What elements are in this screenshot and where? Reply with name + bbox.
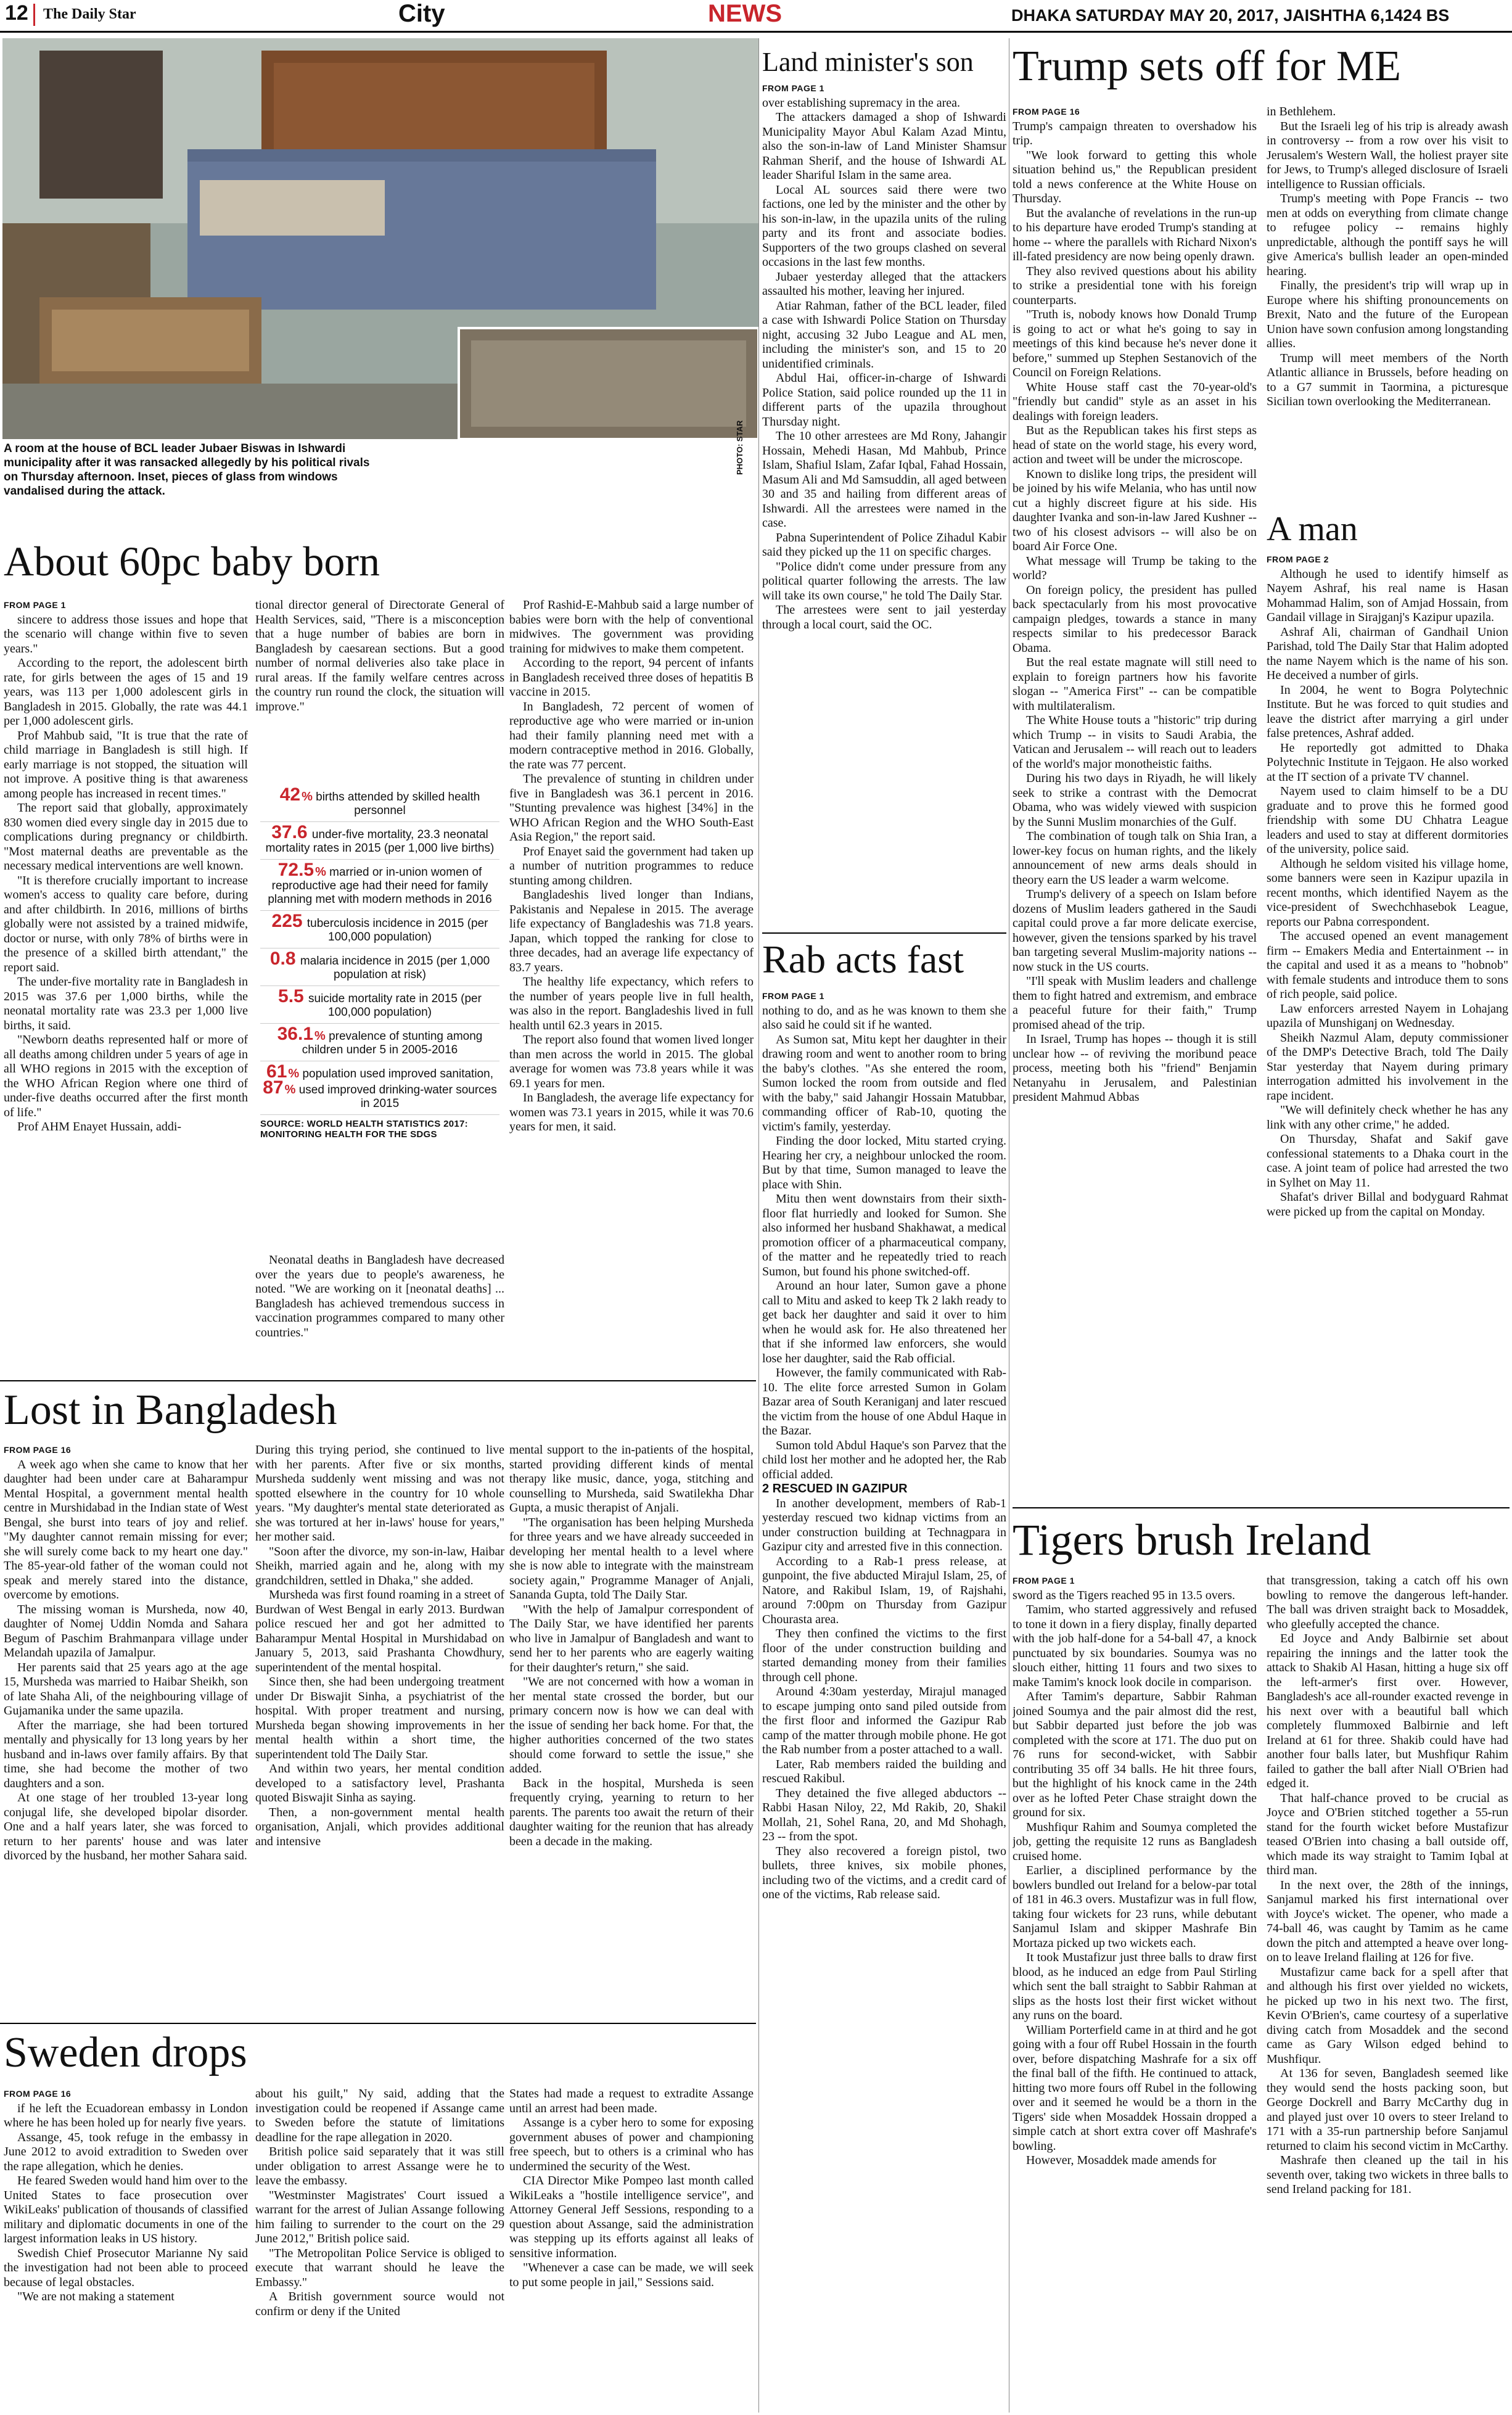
paragraph: However, Mosaddek made amends for	[1026, 2154, 1217, 2167]
paragraph: Sumon told Abdul Haque's son Parvez that the child lost her mother and he adopted her, the Rab official added.	[762, 1438, 1006, 1481]
paragraph: But the Israeli leg of his trip is already awash in controversy -- from a row over his visit to Jerusalem's Western Wall, the holiest prayer site for Jews, to Trump's alleged disclosure of Israeli intelligence to Russian officials.	[1267, 119, 1508, 191]
paragraph: Her parents said that 25 years ago at the age 15, Mursheda was married to Haibar Sheikh, son of late Shaha Ali, of the neighbouring village of Gujamanika under the same upazila.	[4, 1660, 248, 1718]
lost-col-1	[4, 1443, 248, 2047]
sweden-col-2	[255, 2087, 504, 2413]
paragraph: sword as the Tigers reached 95 in 13.5 overs.	[1013, 1588, 1236, 1602]
paragraph: Ashraf Ali, chairman of Gandhail Union Parishad, told The Daily Star that Halim adopted the name Nayem which is the name of his son. He deceived a number of girls.	[1267, 625, 1508, 682]
paragraph: In another development, members of Rab-1 yesterday rescued two kidnap victims from an under construction building at Technagpara in Gazipur city and arrested five in this connection.	[762, 1496, 1006, 1553]
trump-from: FROM PAGE 16	[1013, 107, 1080, 117]
paragraph: They also recovered a foreign pistol, two bullets, three knives, six mobile phones, including two of the victims, and a credit card of one of the victims, Rab release said.	[762, 1844, 1006, 1901]
paragraph: Although he used to identify himself as Nayem Ashraf, his real name is Hasan Mohammad Halim, son of Amjad Hossain, from Gandail village in Sirajganj's Kazipur upazila.	[1267, 567, 1508, 624]
stat-item: 5.5 suicide mortality rate in 2015 (per 100,000 population)	[260, 986, 499, 1024]
paragraph: "Truth is, nobody knows how Donald Trump is going to act or what he's going to say in meetings of this kind because he's never done it before," summed up Stephen Sestanovich of the Council on Foreign Relations.	[1013, 308, 1257, 379]
paragraph: "Whenever a case can be made, we will seek to put some people in jail," Sessions said.	[509, 2261, 754, 2289]
lost-col-2	[255, 1443, 504, 2047]
paragraph: Mustafizur came back for a spell after that and although his first over yielded no wickets, he picked up two in his next two. The first, Kevin O'Brien's, came courtesy of a superlative diving catch from Mosaddek and the second came as Gary Wilson edged behind to Mushfiqur.	[1267, 1965, 1508, 2066]
paragraph: Later, Rab members raided the building and rescued Rakibul.	[762, 1757, 1006, 1785]
sweden-col-1	[4, 2087, 248, 2413]
masthead	[0, 0, 1512, 32]
paragraph: And within two years, her mental condition developed to a satisfactory level, Prashanta quoted Biswajit Sinha as saying.	[255, 1762, 504, 1804]
paragraph: "The Metropolitan Police Service is obliged to execute that warrant should he leave the Embassy."	[255, 2246, 504, 2289]
paragraph: Sheikh Nazmul Alam, deputy commissioner of the DMP's Detective Brach, told The Daily Star yesterday that Nayem during primary interrogation admitted his involvement in the rape incident.	[1267, 1031, 1508, 1103]
paragraph: Around 4:30am yesterday, Mirajul managed to escape jumping onto sand piled outside from the first floor and informed the Gazipur Rab camp of the matter through mobile phone. He got the Rab number from a poster attached to a wall.	[762, 1685, 1006, 1756]
paragraph: Trump will meet members of the North Atlantic alliance in Brussels, before heading on to a G7 summit in Taormina, a picturesque Sicilian town overlooking the Mediterranean.	[1267, 351, 1508, 408]
rab-col	[762, 989, 1006, 2413]
divider	[1013, 1507, 1510, 1508]
headline-sweden-drops: Sweden drops	[4, 2029, 247, 2076]
paragraph: Mashrafe then cleaned up the tail in his seventh over, taking two wickets in three balls to send Ireland packing for 181.	[1267, 2154, 1508, 2196]
paragraph: But the avalanche of revelations in the run-up to his departure have eroded Trump's standing at home -- where the parallels with Richard Nixon's ill-fated presidency are now being openly drawn.	[1013, 206, 1257, 263]
paragraph: Trump's campaign threaten to overshadow his trip.	[1013, 119, 1257, 147]
paragraph: The prevalence of stunting in children under five in Bangladesh was 36.1 percent in 2016. "Stunting prevalence was highest [34%] in the WHO African Region and the WHO South-East Asia Region," the report said.	[509, 772, 754, 844]
stat-item: 37.6 under-five mortality, 23.3 neonatal mortality rates in 2015 (per 1,000 live births)	[260, 822, 499, 860]
section-city: City	[398, 0, 445, 27]
paragraph: The missing woman is Mursheda, now 40, daughter of Nomej Uddin Nomda and Sahara Begum of Paschim Brahmanpara village under Melandah upazila of Jamalpur.	[4, 1602, 248, 1660]
paragraph: After Tamim's departure, Sabbir Rahman joined Soumya and the pair almost did the rest, but Sabbir departed just before the job was completed with the score at 171. The duo put on 76 runs for second-wicket, with Sabbir contributing 35 off 34 balls. He hit three fours, but the highlight of his knock came in the 24th over as he lofted Peter Chase straight down the ground for six.	[1013, 1690, 1257, 1819]
paragraph: Prof Mahbub said, "It is true that the rate of child marriage in Bangladesh is still high. If early marriage is not stopped, the situation will not improve. A positive thing is that awareness among people has increased in recent times."	[4, 728, 248, 800]
paragraph: The report also found that women lived longer than men across the world in 2015. The global average for women was 73.8 years while it was 69.1 years for men.	[509, 1033, 754, 1090]
photo-credit: PHOTO: STAR	[735, 420, 744, 475]
paragraph: But as the Republican takes his first steps as head of state on the world stage, his every word, action and tweet will be under the microscope.	[1013, 424, 1257, 466]
paragraph: Known to dislike long trips, the president will be joined by his wife Melania, who has until now cut a highly discreet figure at his side. His daughter Ivanka and son-in-law Jared Kushner -- two of his closest advisors -- will also be on board Air Force One.	[1013, 467, 1257, 553]
paragraph: The White House touts a "historic" trip during which Trump -- in visits to Saudi Arabia, the Vatican and Jerusalem -- will reach out to leaders of the world's major monotheistic faiths.	[1013, 714, 1257, 771]
paragraph: However, the family communicated with Rab-10. The elite force arrested Sumon in Golam Bazar area of South Keraniganj and later rescued the victim from the house of one Abdul Haque in the Bazar.	[762, 1366, 1006, 1438]
paragraph: Back in the hospital, Mursheda is seen frequently crying, yearning to return to her parents. The parents too await the return of their daughter waiting for the reunion that has already been a decade in the making.	[509, 1776, 754, 1848]
divider	[762, 932, 1006, 934]
paragraph: The report said that globally, approximately 830 women died every single day in 2015 due to complications during pregnancy or childbirth. "Most maternal deaths are preventable as the necessary medical interventions are well known.	[4, 801, 248, 873]
headline-rab-acts-fast: Rab acts fast	[762, 937, 964, 981]
divider	[0, 2023, 756, 2024]
column-rule	[758, 38, 759, 2413]
stat-item: 36.1 % prevalence of stunting among children under 5 in 2005-2016	[260, 1024, 499, 1061]
paragraph: that transgression, taking a catch off his own bowling to remove the dangerous left-hander. The ball was driven straight back to Mosaddek, who gleefully accepted the chance.	[1267, 1574, 1508, 1631]
paragraph: A British government source would not confirm or deny if the United	[255, 2290, 504, 2318]
paragraph: about his guilt," Ny said, adding that the investigation could be reopened if Assange came to Sweden before the statute of limitations deadline for the rape allegation in 2020.	[255, 2087, 504, 2144]
room-illustration	[2, 38, 758, 439]
paragraph: Mitu then went downstairs from their sixth-floor flat hurriedly and looked for Sumon. She also informed her husband Shakhawat, a medical promotion officer of a pharmaceutical company, of the matter and he repeatedly tried to reach Sumon, but found his phone switched-off.	[762, 1192, 1006, 1278]
paragraph: That half-chance proved to be crucial as Joyce and O'Brien stitched together a 55-run stand for the fourth wicket before Mustafizur teased O'Brien into chasing a ball outside off, which made its way straight to Tamim Iqbal at third man.	[1267, 1791, 1508, 1877]
paragraph: "It is therefore crucially important to increase women's access to quality care before, during and after childbirth. In 2016, millions of births globally were not assisted by a trained midwife, doctor or nurse, with only 78% of births were in the presence of a skilled birth attendant," the report said.	[4, 873, 248, 974]
paragraph: Prof Enayet said the government had taken up a number of nutrition programmes to reduce stunting among children.	[509, 844, 754, 887]
paragraph: Mursheda was first found roaming in a street of Burdwan of West Bengal in early 2013. Burdwan police rescued her and got her admitted to Baharampur Mental Hospital in Murshidabad on January 5, 2013, said Prashanta Chowdhury, superintendent of the mental hospital.	[255, 1588, 504, 1674]
paragraph: On foreign policy, the president has pulled back spectacularly from his most provocative campaign pledges, towards a stance in many respects similar to his predecessor Barack Obama.	[1013, 583, 1257, 655]
paragraph: In Israel, Trump has hopes -- though it is still unclear how -- of reviving the moribund peace process, meeting both his "friend" Benjamin Netanyahu in Jerusalem, and Palestinian president Mahmud Abbas	[1013, 1032, 1257, 1104]
paragraph: Prof Rashid-E-Mahbub said a large number of babies were born with the help of conventional midwives. The government was providing training for midwives to make them competent.	[509, 598, 754, 656]
lost-from: FROM PAGE 16	[4, 1445, 72, 1455]
paragraph: CIA Director Mike Pompeo last month called WikiLeaks a "hostile intelligence service", and Attorney General Jeff Sessions, responding to a question about Assange, said the administration was stepping up its efforts against all leaks of sensitive information.	[509, 2174, 754, 2260]
headline-land-ministers-son: Land minister's son	[762, 47, 974, 77]
aman-from: FROM PAGE 2	[1267, 554, 1329, 564]
paragraph: Tamim, who started aggressively and refused to tone it down in a fiery display, finally departed with the job half-done for a 54-ball 47, a knock punctuated by six boundaries. Soumya was no slouch either, hitting 11 fours and two sixes to make Tamim's knock look docile in comparison.	[1013, 1603, 1257, 1689]
paragraph: Trump's delivery of a speech on Islam before dozens of Muslim leaders gathered in the Saudi capital could prove a far more delicate exercise, however, given the tensions sparked by his travel ban targeting several Muslim-majority nations -- now stuck in the US courts.	[1013, 887, 1257, 974]
paragraph: "Newborn deaths represented half or more of all deaths among children under 5 years of age in all WHO regions in 2015 with the exception of the WHO African Region where one third of under-five deaths occurred after the first month of life."	[4, 1033, 248, 1119]
paragraph: States had made a request to extradite Assange until an arrest had been made.	[509, 2087, 754, 2115]
paragraph: On Thursday, Shafat and Sakif gave confessional statements to a Dhaka court in the case. A joint team of police had arrested the two in Sylhet on May 11.	[1267, 1132, 1508, 1190]
stat-item: 0.8 malaria incidence in 2015 (per 1,000 population at risk)	[260, 948, 499, 986]
paragraph: in Bethlehem.	[1267, 105, 1336, 118]
headline-lost-in-bangladesh: Lost in Bangladesh	[4, 1386, 337, 1434]
paragraph: "We look forward to getting this whole situation behind us," the Republican president told a news conference at the White House on Thursday.	[1013, 148, 1257, 205]
headline-a-man: A man	[1267, 510, 1358, 548]
baby-from: FROM PAGE 1	[4, 600, 66, 610]
paragraph: "The organisation has been helping Mursheda for three years and we have already succeeded in developing her mental health to a level where she is now able to integrate with the mainstream society again," Programme Manager of Anjali, Sananda Gupta, told The Daily Star.	[509, 1515, 754, 1602]
paragraph: They also revived questions about his ability to strike a presidential tone with his foreign counterparts.	[1013, 264, 1257, 307]
paragraph: According to the report, the adolescent birth rate, for girls between the ages of 15 and 19 years, was 113 per 1,000 adolescent girls in Bangladesh in 2015. Globally, the rate was 44.1 per 1,000 adolescent girls.	[4, 656, 248, 728]
paragraph: "We will definitely check whether he has any link with any other crime," he added.	[1267, 1103, 1508, 1132]
paragraph: "Police didn't come under pressure from any political quarter following the arrests. The law will take its own course," he told The Daily Star.	[762, 559, 1006, 603]
baby-col-2-top	[255, 598, 504, 777]
paragraph: mental support to the in-patients of the hospital, started providing different kinds of mental therapy like music, dance, yoga, stitching and counselling to Mursheda, said Swatilekha Dhar Gupta, a music therapist of Anjali.	[509, 1443, 754, 1515]
stat-item: 72.5 % married or in-union women of reproductive age had their need for family planning met with modern methods in 2016	[260, 860, 499, 911]
aman-col	[1267, 553, 1508, 1502]
paragraph: They detained the five alleged abductors -- Rabbi Hasan Niloy, 22, Md Rakib, 20, Shakil Mollah, 21, Sohel Rana, 20, and Md Shohagh, 23 -- from the spot.	[762, 1786, 1006, 1843]
paragraph: Since then, she had been undergoing treatment under Dr Biswajit Sinha, a psychiatrist of the hospital. With proper treatment and nursing, Mursheda began showing improvements in her mental health within a short time, the superintendent told The Daily Star.	[255, 1675, 504, 1761]
tigers-from: FROM PAGE 1	[1013, 1576, 1075, 1586]
paragraph: During his two days in Riyadh, he will likely seek to strike a contrast with the Democrat Obama, who was widely viewed with suspicion by the Sunni Muslim monarchies of the Gulf.	[1013, 771, 1257, 829]
paragraph: He reportedly got admitted to Dhaka Polytechnic Institute in Tejgaon. He also worked at the IT section of a private TV channel.	[1267, 741, 1508, 784]
paragraph: Jubaer yesterday alleged that the attackers assaulted his mother, leaving her injured.	[762, 269, 1006, 298]
stats-source: SOURCE: WORLD HEALTH STATISTICS 2017: MONITORING HEALTH FOR THE SDGS	[260, 1119, 468, 1140]
paragraph: "Westminster Magistrates' Court issued a warrant for the arrest of Julian Assange following him failing to surrender to the court on the 29 June 2012," British police said.	[255, 2188, 504, 2245]
rab-from: FROM PAGE 1	[762, 991, 824, 1001]
paragraph: Around an hour later, Sumon gave a phone call to Mitu and asked to keep Tk 2 lakh ready to get back her daughter and said it over to him when he would ask for. He also threatened her that if she informed law enforcers, she would lose her daughter, said the Rab official.	[762, 1279, 1006, 1365]
paragraph: nothing to do, and as he was known to them she also said he could sit if he wanted.	[762, 1003, 1006, 1032]
paragraph: Trump's meeting with Pope Francis -- two men at odds on everything from climate change to refugee policy -- remains highly unpredictable, although the pontiff says he will give America's bullish leader an open-minded hearing.	[1267, 192, 1508, 278]
paragraph: Abdul Hai, officer-in-charge of Ishwardi Police Station, said police rounded up the 11 in different parts of the upazila throughout Thursday night.	[762, 371, 1006, 429]
paragraph: The combination of tough talk on Shia Iran, a lower-key focus on human rights, and the likely announcement of new arms deals should in theory earn the US leader a warm welcome.	[1013, 829, 1257, 887]
paragraph: The healthy life expectancy, which refers to the number of years people live in full health, was also in the report. Bangladeshis lived in full health until 62.3 years in 2015.	[509, 975, 754, 1032]
page-number: 12	[5, 1, 28, 25]
stat-item: 225 tuberculosis incidence in 2015 (per 100,000 population)	[260, 911, 499, 948]
paragraph: They then confined the victims to the first floor of the under construction building and started demanding money from their families through cell phone.	[762, 1627, 1006, 1684]
paragraph: Finally, the president's trip will wrap up in Europe where his shifting pronouncements on Brexit, Nato and the future of the European Union have sown confusion among longstanding allies.	[1267, 279, 1508, 350]
sweden-col-3	[509, 2087, 754, 2413]
paragraph: "We are not making a statement	[17, 2290, 175, 2303]
paragraph: Law enforcers arrested Nayem in Lohajang upazila of Munshiganj on Wednesday.	[1267, 1002, 1508, 1030]
paragraph: In Bangladesh, 72 percent of women of reproductive age who were married or in-union had their family planning need met with a modern contraceptive method in 2016. Globally, the rate was 77 percent.	[509, 699, 754, 771]
paragraph: But the real estate magnate will still need to explain to foreign partners how his favorite slogan -- "America First" -- can be compatible with multilateralism.	[1013, 656, 1257, 713]
paragraph: if he left the Ecuadorean embassy in London where he has been holed up for nearly five years.	[4, 2101, 248, 2129]
paragraph: Assange, 45, took refuge in the embassy in June 2012 to avoid extradition to Sweden over the rape allegation, which he denies.	[4, 2130, 248, 2173]
land-from: FROM PAGE 1	[762, 83, 824, 93]
tigers-col-1	[1013, 1574, 1257, 2413]
ransacked-room-photo	[2, 38, 758, 439]
paragraph: Pabna Superintendent of Police Zihadul Kabir said they picked up the 11 on specific charges.	[762, 530, 1006, 559]
paragraph: What message will Trump be taking to the world?	[1013, 554, 1257, 582]
paragraph: Nayem used to claim himself to be a DU graduate and to prove this he formed good friendship with some DU Chhatra League leaders and used to stay at different dormitories of the university, police said.	[1267, 784, 1508, 856]
paragraph: It took Mustafizur just three balls to draw first blood, as he induced an edge from Paul Stirling which sent the ball straight to Sabbir Rahman at slips as the hosts lost their first wicket without any runs on the board.	[1013, 1951, 1257, 2022]
masthead-rule	[0, 31, 1512, 33]
subhead-gazipur: 2 RESCUED IN GAZIPUR	[762, 1482, 908, 1495]
paragraph: Prof AHM Enayet Hussain, addi-	[17, 1120, 182, 1133]
paragraph: A week ago when she came to know that her daughter had been under care at Baharampur Mental Hospital, a government mental health centre in Murshidabad in the Indian state of West Bengal, she burst into tears of joy and relief. "My daughter cannot remain missing for ever; she will surely come back to my heart one day." The 85-year-old father of the woman could not speak and merely stared into the distance, overcome by emotions.	[4, 1457, 248, 1602]
paragraph: Swedish Chief Prosecutor Marianne Ny said the investigation had not been able to proceed because of legal obstacles.	[4, 2246, 248, 2289]
paragraph: After the marriage, she had been tortured mentally and physically for 13 long years by her husband and in-laws over family affairs. By that time, she had become the mother of two daughters and a son.	[4, 1718, 248, 1790]
divider	[0, 1380, 756, 1381]
paragraph: In 2004, he went to Bogra Polytechnic Institute. But he was forced to quit studies and leave the district after marrying a girl under false pretences, Ashraf added.	[1267, 683, 1508, 740]
paragraph: Then, a non-government mental health organisation, Anjali, which provides additional and intensive	[255, 1805, 504, 1848]
stat-item: 61 % population used improved sanitation, 87 % used improved drinking-water sources in 2015	[260, 1061, 499, 1115]
paragraph: The attackers damaged a shop of Ishwardi Municipality Mayor Abul Kalam Azad Mintu, also the son-in-law of Land Minister Shamsur Rahman Sherif, and the house of Ishwardi AL leader Shariful Islam in the same area.	[762, 110, 1006, 182]
baby-col-2-bottom	[255, 1253, 504, 1358]
paragraph: Neonatal deaths in Bangladesh have decreased over the years due to people's awareness, he noted. "We are working on it [neonatal deaths] ... Bangladesh has achieved tremendous success in vaccination programmes compared to many other countries."	[255, 1253, 504, 1339]
paragraph: Bangladeshis lived longer than Indians, Pakistanis and Nepalese in 2015. The average life expectancy of Bangladeshis was 71.8 years. Japan, which topped the ranking for close to three decades, had an average life expectancy of 83.7 years.	[509, 888, 754, 974]
paragraph: At one stage of her troubled 13-year long conjugal life, she developed bipolar disorder. One and a half years later, she was forced to return to her parents' house and was later divorced by the husband, her mother Sahara said.	[4, 1791, 248, 1862]
paragraph: Mushfiqur Rahim and Soumya completed the job, getting the requisite 12 runs as Bangladesh cruised home.	[1013, 1820, 1257, 1863]
health-stats-box	[260, 784, 499, 1140]
paragraph: Assange is a cyber hero to some for exposing government abuses of power and championing free speech, but to others is a criminal who has undermined the security of the West.	[509, 2116, 754, 2173]
dateline: DHAKA SATURDAY MAY 20, 2017, JAISHTHA 6,1424 BS	[1011, 6, 1450, 25]
paragraph: The arrestees were sent to jail yesterday through a local court, said the OC.	[762, 603, 1006, 632]
paragraph: Atiar Rahman, father of the BCL leader, filed a case with Ishwardi Police Station on Thursday night, accusing 32 Jubo League and AL men, including the minister's son, and 15 to 20 unidentified criminals.	[762, 298, 1006, 371]
baby-col-1	[4, 598, 248, 1351]
tigers-col-2	[1267, 1574, 1508, 2413]
paragraph: The 10 other arrestees are Md Rony, Jahangir Hossain, Mehedi Hasan, Md Mahbub, Prince Islam, Shafiul Islam, Zafar Iqbal, Fahad Hossain, Masum Ali and Md Samsuddin, all aged between 30 and 35 and hailing from different areas of Ishwardi. All the arrestees were named in the case.	[762, 429, 1006, 530]
paragraph: tional director general of Directorate General of Health Services, said, "There is a misconception that a huge number of babies are born in Bangladesh by caesarean sections. But a good number of normal deliveries also take place in rural areas. If the family welfare centres across the country run round the clock, the situation will improve."	[255, 598, 504, 714]
paragraph: William Porterfield came in at third and he got going with a four off Rubel Hossain in the fourth over, before dispatching Mashrafe for a six off the final ball of the fifth. He continued to attack, hitting two more fours off Rubel in the following over and it seemed he would be a thorn in the Tigers' side when Mosaddek Hossain dropped a simple catch at short extra cover off Mashrafe's bowling.	[1013, 2023, 1257, 2153]
paragraph: "With the help of Jamalpur correspondent of The Daily Star, we have identified her parents who live in Jamalpur of Bangladesh and want to send her to her parents who are eagerly waiting for their daughter's return," she said.	[509, 1602, 754, 1674]
paragraph: "I'll speak with Muslim leaders and challenge them to fight hatred and extremism, and embrace a peaceful future for their faith," Trump promised ahead of the trip.	[1013, 974, 1257, 1032]
paragraph: In Bangladesh, the average life expectancy for women was 73.1 years in 2015, while it was 70.6 years for men, it said.	[509, 1091, 754, 1133]
paragraph: During this trying period, she continued to live with her parents. After five or six months, Mursheda suddenly went missing and was not spotted elsewhere in the country for 10 whole years. "My daughter's mental state deteriorated as she was tortured at her in-laws' house for years," her mother said.	[255, 1443, 504, 1544]
paragraph: over establishing supremacy in the area.	[762, 96, 960, 110]
paragraph: Although he seldom visited his village home, some banners were seen in Kazipur upazila in recent months, which identified Nayem as the vice-president of Swechchhasebok League, reports our Pabna correspondent.	[1267, 857, 1508, 929]
paragraph: As Sumon sat, Mitu kept her daughter in their drawing room and went to another room to bring the baby's clothes. "As she entered the room, Sumon locked the room from outside and fled with the baby," said Jahangir Hossain Matubbar, commanding officer of Rab-10, quoting the victim's family, yesterday.	[762, 1032, 1006, 1133]
paragraph: He feared Sweden would hand him over to the United States to face prosecution over WikiLeaks' publication of thousands of classified military and diplomatic documents in one of the largest information leaks in US history.	[4, 2174, 248, 2245]
paragraph: According to the report, 94 percent of infants in Bangladesh received three doses of hepatitis B vaccine in 2015.	[509, 656, 754, 699]
land-col	[762, 81, 1006, 930]
paragraph: "Soon after the divorce, my son-in-law, Haibar Sheikh, married again and he, along with my grandchildren, settled in Dhaka," she added.	[255, 1544, 504, 1587]
paragraph: British police said separately that it was still under obligation to arrest Assange were he to leave the embassy.	[255, 2145, 504, 2187]
headline-baby-born: About 60pc baby born	[4, 538, 380, 585]
paragraph: Shafat's driver Billal and bodyguard Rahmat were picked up from the capital on Monday.	[1267, 1190, 1508, 1219]
paragraph: Ed Joyce and Andy Balbirnie set about repairing the innings and the latter took the attack to Shakib Al Hasan, hitting a huge six off the left-armer's first over. However, Bangladesh's ace all-rounder exacted revenge in his next over with a beautiful ball which completely flummoxed Balbirnie and left Ireland at 61 for three. Shakib could have had another four balls later, but Mushfiqur Rahim failed to gather the ball after Niall O'Brien had edged it.	[1267, 1632, 1508, 1790]
paper-logo: The Daily Star	[43, 6, 136, 22]
sweden-from: FROM PAGE 16	[4, 2089, 72, 2099]
lost-col-3	[509, 1443, 754, 2047]
paragraph: According to a Rab-1 press release, at gunpoint, the five abducted Mirajul Islam, 25, of Natore, and Rakibul Islam, 19, of Rajshahi, around 7:00pm on Thursday from Gazipur Chourasta area.	[762, 1554, 1006, 1626]
paragraph: sincere to address those issues and hope that the scenario will change within five to seven years."	[4, 612, 248, 656]
paragraph: Finding the door locked, Mitu started crying. Hearing her cry, a neighbour unlocked the room. But by that time, Sumon managed to leave the place with Shin.	[762, 1134, 1006, 1191]
stat-item: 42 % births attended by skilled health personnel	[260, 784, 499, 822]
baby-col-3	[509, 598, 754, 1357]
paragraph: The under-five mortality rate in Bangladesh in 2015 was 37.6 per 1,000 births, while the neonatal mortality rate was 23.3 per 1,000 live births, it said.	[4, 975, 248, 1032]
headline-trump: Trump sets off for ME	[1013, 43, 1402, 90]
paragraph: At 136 for seven, Bangladesh seemed like they would send the hosts packing soon, but George Dockrell and Barry McCarthy dug in and played just over 10 overs to steer Ireland to 171 with a 35-run partnership before Sanjamul returned to claim his second victim in McCarthy.	[1267, 2067, 1508, 2153]
paragraph: Local AL sources said there were two factions, one led by the minister and the other by his son-in-law, in the upazila units of the ruling party and its front and associate bodies. Supporters of the two groups clashed on several occasions in the last few months.	[762, 183, 1006, 269]
trump-col-2	[1267, 105, 1508, 500]
trump-col-1	[1013, 105, 1257, 1499]
paragraph: White House staff cast the 70-year-old's "friendly but candid" style as an asset in his dealings with foreign leaders.	[1013, 380, 1257, 423]
paragraph: The accused opened an event management firm -- Emakers Media and Entertainment -- in the capital and used it as a means to "hobnob" with female students and introduce them to sons of rich people, said police.	[1267, 929, 1508, 1001]
photo-caption: A room at the house of BCL leader Jubaer Biswas in Ishwardi municipality after it was ransacked allegedly by his political rivals on Thursday afternoon. Inset, pieces of glass from windows vandalised during the attack.	[4, 442, 370, 498]
paragraph: "We are not concerned with how a woman in her mental state crossed the border, but our primary concern now is how we can deal with the issue of sending her back home. For that, the higher authorities concerned of the two states should come forward to settle the issue," she added.	[509, 1675, 754, 1775]
headline-tigers: Tigers brush Ireland	[1013, 1515, 1371, 1565]
section-news: NEWS	[708, 0, 782, 27]
paragraph: In the next over, the 28th of the innings, Sanjamul marked his first international over with Joyce's wicket. The opener, who made a 74-ball 46, was caught by Tamim as he came down the pitch and attempted a heave over long-on to leave Ireland flailing at 126 for five.	[1267, 1878, 1508, 1964]
paragraph: Earlier, a disciplined performance by the bowlers bundled out Ireland for a below-par total of 181 in 46.3 overs. Mustafizur was in full flow, taking four wickets for 23 runs, while debutant Sanjamul Islam and skipper Mashrafe Bin Mortaza picked up two wickets each.	[1013, 1864, 1257, 1950]
